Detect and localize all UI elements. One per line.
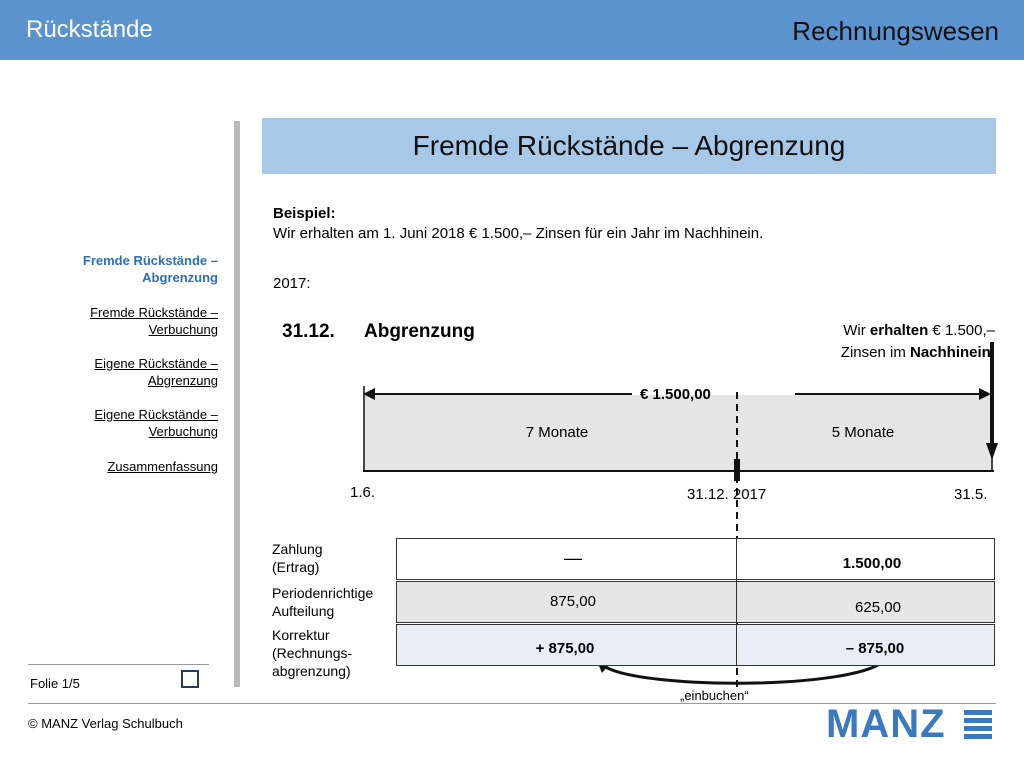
- timeline-end-date: 31.5.: [954, 486, 988, 503]
- row-label-zahlung: Zahlung (Ertrag): [272, 541, 323, 575]
- example-year: 2017:: [273, 275, 311, 292]
- timeline-total: € 1.500,00: [640, 386, 711, 403]
- header-topic: Rückstände: [26, 16, 153, 43]
- cell-korrektur-right: – 875,00: [845, 640, 905, 657]
- header-subject: Rechnungswesen: [792, 16, 999, 46]
- timeline-left-span: 7 Monate: [525, 424, 589, 441]
- nav-label-line1: Eigene Rückstände –: [94, 356, 218, 371]
- home-icon[interactable]: [181, 670, 199, 688]
- nav-label-line1: Eigene Rückstände –: [94, 407, 218, 422]
- nav-label-line2: Verbuchung: [148, 322, 218, 337]
- nav-label-line2: Verbuchung: [148, 424, 218, 439]
- nav-label-line2: Abgrenzung: [142, 270, 218, 285]
- timeline-start-date: 1.6.: [350, 484, 376, 501]
- manz-logo-icon: [962, 708, 994, 742]
- cell-zahlung-left: —: [564, 548, 582, 568]
- cell-korrektur-left: + 875,00: [535, 640, 595, 657]
- manz-logo: MANZ: [826, 702, 946, 746]
- copyright: © MANZ Verlag Schulbuch: [28, 716, 183, 731]
- example-heading: Beispiel:: [273, 205, 336, 222]
- row-label-aufteilung: Periodenrichtige Aufteilung: [272, 585, 374, 619]
- cell-zahlung-right: 1.500,00: [842, 555, 902, 572]
- einbuchen-label: „einbuchen“: [680, 688, 749, 703]
- nav-label-line1: Fremde Rückstände –: [90, 305, 218, 320]
- nav-label-line1: Zusammenfassung: [107, 459, 218, 474]
- timeline-mid-date: 31.12. 2017: [687, 486, 767, 503]
- slide-title: Fremde Rückstände – Abgrenzung: [412, 130, 846, 161]
- footer-divider: [28, 664, 209, 665]
- table-column-divider: [736, 538, 737, 666]
- example-text: Wir erhalten am 1. Juni 2018 € 1.500,– Zinsen für ein Jahr im Nachhinein.: [273, 225, 764, 242]
- nav-label-line1: Fremde Rückstände –: [82, 253, 218, 268]
- cell-aufteilung-right: 625,00: [855, 599, 901, 616]
- timeline-right-span: 5 Monate: [831, 424, 895, 441]
- slide-counter: Folie 1/5: [30, 676, 80, 691]
- entry-label: Abgrenzung: [364, 321, 475, 342]
- nav-label-line2: Abgrenzung: [147, 373, 218, 388]
- payment-note: Wir erhalten € 1.500,– Zinsen im Nachhinein.: [840, 322, 995, 361]
- cell-aufteilung-left: 875,00: [550, 593, 596, 610]
- row-label-korrektur: Korrektur (Rechnungs- abgrenzung): [272, 627, 353, 679]
- entry-date: 31.12.: [282, 321, 335, 342]
